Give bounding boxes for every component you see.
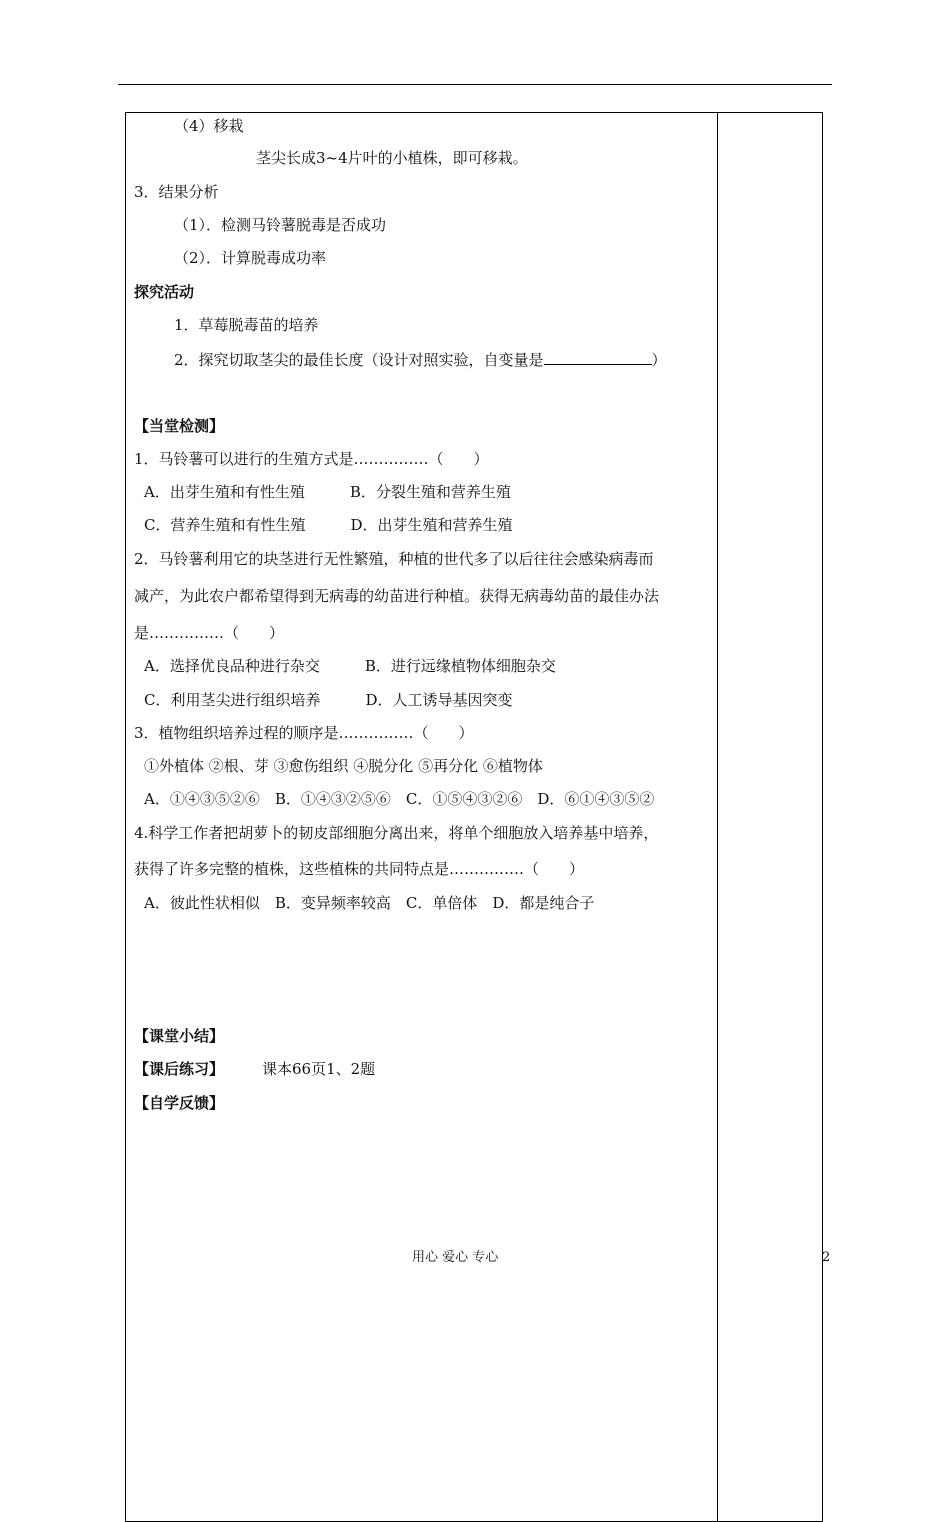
- step-transplant-text: 茎尖长成3~4片叶的小植株，即可移栽。: [256, 149, 528, 167]
- question-1: 1．马铃薯可以进行的生殖方式是……………（ ）: [134, 450, 489, 468]
- page-number: 2: [822, 1250, 831, 1265]
- inquiry-item-2-text: 2．探究切取茎尖的最佳长度（设计对照实验，自变量是: [174, 351, 544, 369]
- inquiry-heading: 探究活动: [134, 283, 195, 301]
- header-rule: [118, 84, 832, 85]
- homework-heading: 【课后练习】: [134, 1060, 225, 1078]
- fill-in-blank[interactable]: [544, 349, 652, 365]
- inquiry-item-2: [174, 349, 667, 370]
- inquiry-item-1: 1．草莓脱毒苗的培养: [174, 316, 319, 334]
- result-analysis-heading: 3．结果分析: [134, 183, 219, 201]
- question-4-line-2: 获得了许多完整的植株，这些植株的共同特点是……………（ ）: [134, 860, 585, 878]
- question-4-line-1: 4.科学工作者把胡萝卜的韧皮部细胞分离出来，将单个细胞放入培养基中培养，: [134, 824, 659, 842]
- question-3-options: A．①④③⑤②⑥ B．①④③②⑤⑥ C．①⑤④③②⑥ D．⑥①④③⑤②: [144, 790, 655, 808]
- self-study-feedback-heading: 【自学反馈】: [134, 1094, 225, 1112]
- question-2-options-ab: A．选择优良品种进行杂交 B．进行远缘植物体细胞杂交: [144, 657, 556, 675]
- homework-text: 课本66页1、2题: [262, 1060, 376, 1078]
- inquiry-item-2-close: ）: [651, 351, 667, 369]
- summary-heading: 【课堂小结】: [134, 1027, 225, 1045]
- question-2-line-3: 是……………（ ）: [134, 624, 285, 642]
- question-1-options-ab: A．出芽生殖和有性生殖 B．分裂生殖和营养生殖: [144, 483, 511, 501]
- class-test-heading: 【当堂检测】: [134, 417, 225, 435]
- question-4-options: A．彼此性状相似 B．变异频率较高 C．单倍体 D．都是纯合子: [144, 894, 595, 912]
- question-2-line-2: 减产，为此农户都希望得到无病毒的幼苗进行种植。获得无病毒幼苗的最佳办法: [134, 587, 660, 605]
- question-2-options-cd: C．利用茎尖进行组织培养 D．人工诱导基因突变: [144, 691, 513, 709]
- step-transplant-heading: （4）移栽: [174, 117, 244, 135]
- result-analysis-item-1: （1）．检测马铃薯脱毒是否成功: [174, 216, 387, 234]
- question-2-line-1: 2．马铃薯利用它的块茎进行无性繁殖，种植的世代多了以后往往会感染病毒而: [134, 550, 654, 568]
- footer-slogan: 用心 爱心 专心: [412, 1250, 499, 1265]
- result-analysis-item-2: （2）．计算脱毒成功率: [174, 249, 327, 267]
- question-1-options-cd: C．营养生殖和有性生殖 D．出芽生殖和营养生殖: [144, 516, 513, 534]
- question-3-steps: ①外植体 ②根、芽 ③愈伤组织 ④脱分化 ⑤再分化 ⑥植物体: [144, 757, 543, 775]
- question-3: 3．植物组织培养过程的顺序是……………（ ）: [134, 724, 474, 742]
